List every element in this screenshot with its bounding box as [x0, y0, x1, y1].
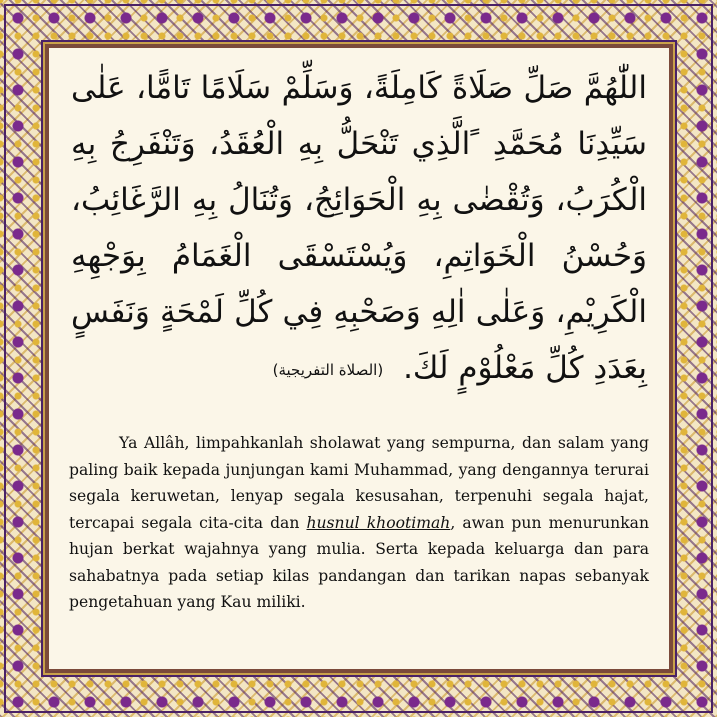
arabic-prayer-text: اللّٰهُمَّ صَلِّ صَلَاةً كَامِلَةً، وَسَلِّمْ سَلَامًا تَامًّا، عَلٰى سَيِّدِنَا مُحَمَّدِ ﹰالَّذِي تَنْحَلُّ بِهِ الْعُقَدُ، وَتَنْفَرِجُ بِهِ الْكُرَبُ، وَتُقْضٰى بِهِ الْحَوَائِجُ، وَتُنَالُ بِهِ الرَّغَائِبُ، وَحُسْنُ الْخَوَاتِمِ، وَيُسْتَسْقَى الْغَمَامُ بِوَجْهِهِ الْكَرِيْمِ، وَعَلٰى اٰلِهِ وَصَحْبِهِ فِي كُلِّ لَمْحَةٍ وَنَفَسٍ بِعَدَدِ كُلِّ مَعْلُوْمٍ لَكَ.	[71, 70, 647, 386]
translation-part-1: Ya Allâh, limpahkanlah sholawat yang sempurna, dan salam yang paling baik kepada junjungan kami Muhammad, yang dengannya terurai segala keruwetan, lenyap segala kesusahan, terpenuhi segala hajat, tercapai segala cita-cita dan	[69, 434, 649, 532]
arabic-prayer	[71, 60, 647, 398]
translation-emphasis: husnul khootimah	[306, 513, 451, 532]
text-panel	[45, 44, 673, 673]
prayer-source-label: (الصلاة التفريجية)	[272, 360, 384, 379]
translation-part-2: , awan pun menurunkan hujan berkat wajahnya yang mulia. Serta kepada keluarga dan para sahabatnya pada setiap kilas pandangan dan tarikan napas sebanyak pengetahuan yang Kau miliki.	[69, 513, 649, 611]
indonesian-translation	[69, 430, 649, 616]
